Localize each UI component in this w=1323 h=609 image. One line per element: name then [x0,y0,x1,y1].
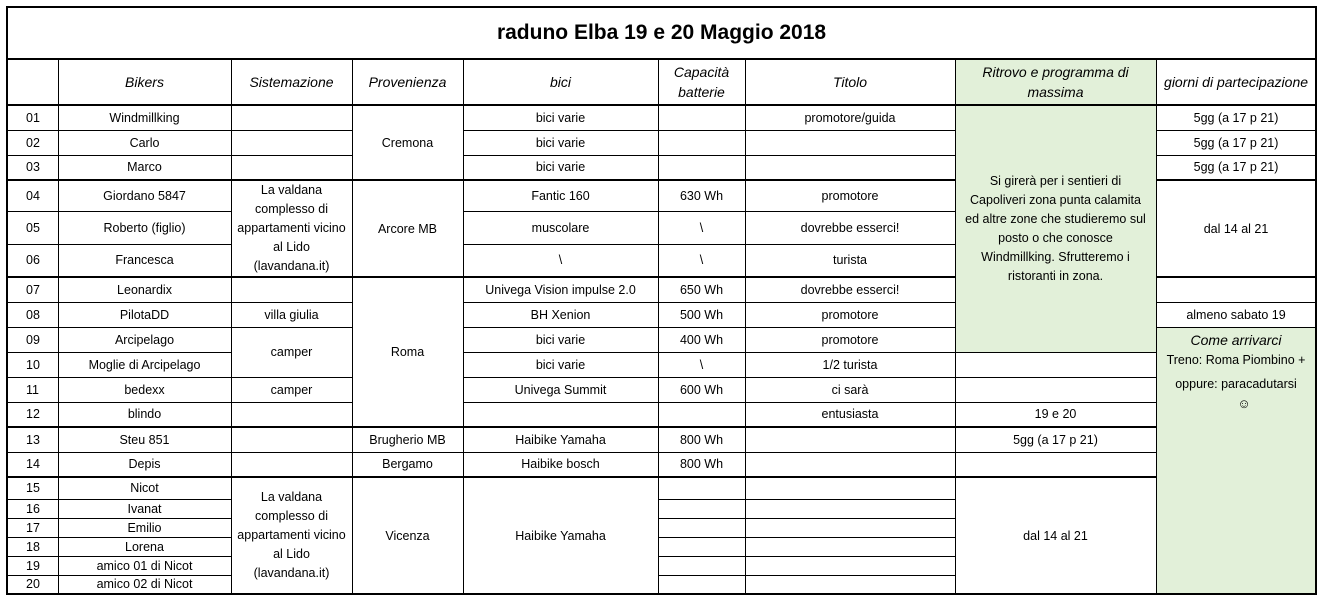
biker-name: Giordano 5847 [58,180,231,212]
biker-name: amico 01 di Nicot [58,556,231,575]
bici-cell: \ [463,244,658,277]
row-number: 16 [7,499,58,518]
capacita-cell: \ [658,352,745,377]
row-number: 15 [7,477,58,499]
provenienza-cell: Bergamo [352,452,463,477]
giorni-cell [1156,277,1316,302]
table-row [7,377,1316,402]
header-capacita: Capacità batterie [658,59,745,105]
row-number: 10 [7,352,58,377]
header-bici: bici [463,59,658,105]
come-arrivarci-cell [1156,327,1316,594]
biker-name: Windmillking [58,105,231,130]
header-num [7,59,58,105]
titolo-cell [745,427,955,452]
capacita-cell: \ [658,244,745,277]
bici-cell: Haibike Yamaha [463,477,658,594]
table-row [7,105,1316,130]
giorni-cell [955,452,1156,477]
sistemazione-cell: camper [231,327,352,377]
sheet-title: raduno Elba 19 e 20 Maggio 2018 [7,7,1316,59]
bici-cell: Univega Vision impulse 2.0 [463,277,658,302]
biker-name: Steu 851 [58,427,231,452]
titolo-cell [745,452,955,477]
provenienza-cell: Brugherio MB [352,427,463,452]
biker-name: PilotaDD [58,302,231,327]
row-number: 06 [7,244,58,277]
header-provenienza: Provenienza [352,59,463,105]
biker-name: bedexx [58,377,231,402]
table-row [7,477,1316,499]
header-titolo: Titolo [745,59,955,105]
capacita-cell [658,402,745,427]
titolo-cell: promotore [745,302,955,327]
bici-cell: Haibike bosch [463,452,658,477]
titolo-cell: entusiasta [745,402,955,427]
smiley-icon: ☺ [1237,395,1251,411]
header-giorni: giorni di partecipazione [1156,59,1316,105]
capacita-cell: 800 Wh [658,427,745,452]
titolo-cell [745,499,955,518]
titolo-cell: turista [745,244,955,277]
row-number: 13 [7,427,58,452]
giorni-cell: 5gg (a 17 p 21) [1156,130,1316,155]
capacita-cell [658,130,745,155]
giorni-cell [955,377,1156,402]
giorni-cell: 5gg (a 17 p 21) [1156,105,1316,130]
row-number: 03 [7,155,58,180]
giorni-cell: 5gg (a 17 p 21) [955,427,1156,452]
bici-cell: BH Xenion [463,302,658,327]
bici-cell: Haibike Yamaha [463,427,658,452]
capacita-cell: 400 Wh [658,327,745,352]
row-number: 11 [7,377,58,402]
sistemazione-cell: villa giulia [231,302,352,327]
come-arrivarci-treno: Treno: Roma Piombino + [1166,352,1306,367]
spreadsheet-table [6,6,1317,595]
biker-name: Ivanat [58,499,231,518]
bici-cell: bici varie [463,155,658,180]
titolo-cell [745,537,955,556]
capacita-cell [658,499,745,518]
bici-cell: Univega Summit [463,377,658,402]
capacita-cell: 500 Wh [658,302,745,327]
row-number: 01 [7,105,58,130]
capacita-cell: \ [658,212,745,245]
biker-name: Leonardix [58,277,231,302]
table-row [7,452,1316,477]
programma-cell: Si girerà per i sentieri di Capoliveri zona punta calamita ed altre zone che studieremo sul posto o che conosce Windmillking. Sfrutteremo i ristoranti in zona. [955,105,1156,352]
sistemazione-cell [231,427,352,452]
giorni-cell: almeno sabato 19 [1156,302,1316,327]
biker-name: Nicot [58,477,231,499]
provenienza-cell: Arcore MB [352,180,463,277]
header-sistemazione: Sistemazione [231,59,352,105]
capacita-cell: 800 Wh [658,452,745,477]
biker-name: Carlo [58,130,231,155]
table-row [7,352,1316,377]
row-number: 20 [7,575,58,594]
row-number: 19 [7,556,58,575]
titolo-cell [745,575,955,594]
titolo-cell: 1/2 turista [745,352,955,377]
titolo-cell [745,130,955,155]
titolo-cell [745,477,955,499]
row-number: 14 [7,452,58,477]
sistemazione-cell: camper [231,377,352,402]
come-arrivarci-oppure: oppure: paracadutarsi [1175,376,1297,391]
provenienza-cell: Roma [352,277,463,427]
sistemazione-cell: La valdana complesso di appartamenti vicino al Lido (lavandana.it) [231,477,352,594]
giorni-cell: 5gg (a 17 p 21) [1156,155,1316,180]
sistemazione-cell [231,105,352,130]
biker-name: Emilio [58,518,231,537]
sistemazione-cell [231,402,352,427]
capacita-cell [658,575,745,594]
row-number: 12 [7,402,58,427]
sistemazione-cell [231,277,352,302]
come-arrivarci-title: Come arrivarci [1190,331,1282,348]
capacita-cell [658,477,745,499]
giorni-cell: 19 e 20 [955,402,1156,427]
sistemazione-cell [231,452,352,477]
table-row [7,427,1316,452]
giorni-cell: dal 14 al 21 [1156,180,1316,277]
row-number: 04 [7,180,58,212]
sistemazione-cell [231,130,352,155]
row-number: 07 [7,277,58,302]
capacita-cell: 630 Wh [658,180,745,212]
titolo-cell [745,155,955,180]
capacita-cell: 650 Wh [658,277,745,302]
biker-name: Lorena [58,537,231,556]
capacita-cell [658,556,745,575]
row-number: 05 [7,212,58,245]
capacita-cell [658,537,745,556]
titolo-cell: dovrebbe esserci! [745,212,955,245]
biker-name: Arcipelago [58,327,231,352]
titolo-cell [745,518,955,537]
sistemazione-cell: La valdana complesso di appartamenti vicino al Lido (lavandana.it) [231,180,352,277]
titolo-cell: ci sarà [745,377,955,402]
biker-name: Moglie di Arcipelago [58,352,231,377]
come-arrivarci-oppure-line [1163,374,1310,414]
row-number: 08 [7,302,58,327]
biker-name: Depis [58,452,231,477]
biker-name: blindo [58,402,231,427]
bici-cell: bici varie [463,105,658,130]
bici-cell: muscolare [463,212,658,245]
giorni-cell: dal 14 al 21 [955,477,1156,594]
provenienza-cell: Vicenza [352,477,463,594]
row-number: 18 [7,537,58,556]
header-bikers: Bikers [58,59,231,105]
bici-cell: bici varie [463,352,658,377]
titolo-cell: promotore/guida [745,105,955,130]
biker-name: amico 02 di Nicot [58,575,231,594]
capacita-cell [658,105,745,130]
titolo-cell [745,556,955,575]
biker-name: Francesca [58,244,231,277]
biker-name: Roberto (figlio) [58,212,231,245]
bici-cell: bici varie [463,130,658,155]
row-number: 17 [7,518,58,537]
header-ritrovo: Ritrovo e programma di massima [955,59,1156,105]
capacita-cell [658,518,745,537]
titolo-cell: dovrebbe esserci! [745,277,955,302]
bici-cell [463,402,658,427]
row-number: 02 [7,130,58,155]
capacita-cell: 600 Wh [658,377,745,402]
biker-name: Marco [58,155,231,180]
giorni-cell [955,352,1156,377]
row-number: 09 [7,327,58,352]
titolo-cell: promotore [745,327,955,352]
titolo-cell: promotore [745,180,955,212]
provenienza-cell: Cremona [352,105,463,180]
sistemazione-cell [231,155,352,180]
table-row [7,402,1316,427]
capacita-cell [658,155,745,180]
bici-cell: Fantic 160 [463,180,658,212]
bici-cell: bici varie [463,327,658,352]
